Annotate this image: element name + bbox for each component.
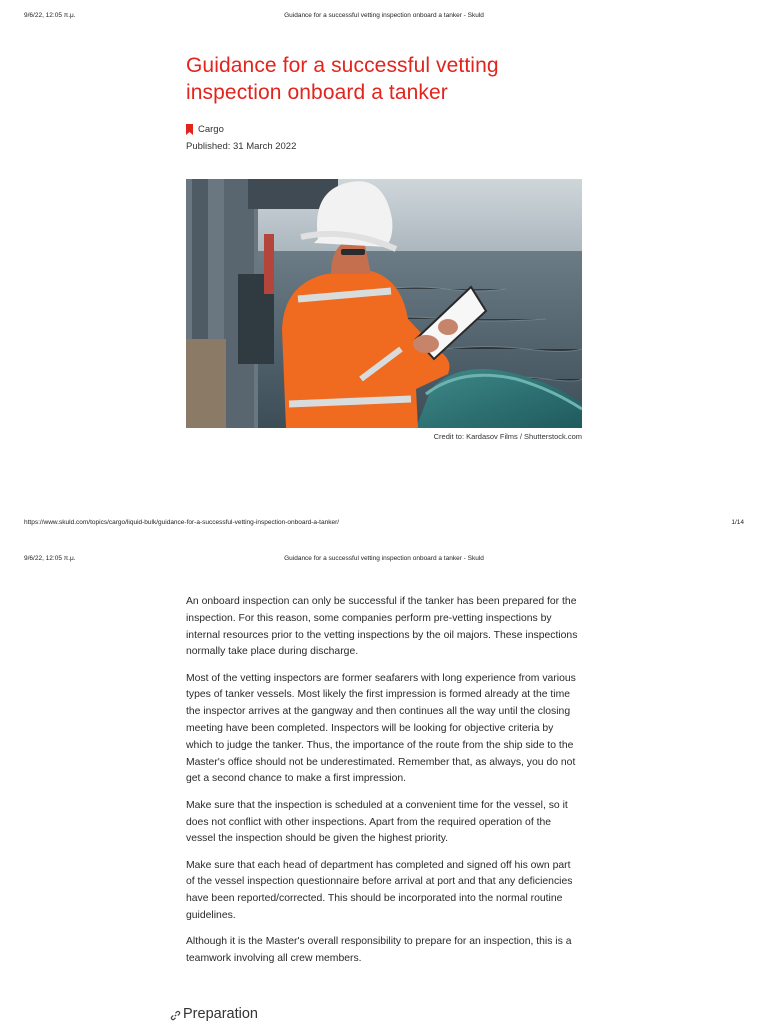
section-heading-preparation[interactable] [170, 1006, 258, 1022]
body-paragraph: An onboard inspection can only be successful if the tanker has been prepared for the inspection. For this reason, some companies perform pre-vetting inspections by internal resources prior to the vetting inspections by the oil majors. These inspections normally take place during discharge. [186, 596, 578, 658]
print-date: 9/6/22, 12:05 π.μ. [24, 555, 76, 562]
category-label: Cargo [198, 123, 224, 135]
print-footer-page1 [0, 519, 768, 533]
published-date: Published: 31 March 2022 [186, 141, 297, 152]
print-url: https://www.skuld.com/topics/cargo/liquid-bulk/guidance-for-a-successful-vetting-inspection-onboard-a-tanker/ [24, 519, 340, 526]
body-paragraph: Make sure that each head of department has completed and signed off his own part of the vessel inspection questionnaire before arrival at port and that any deficiencies have been reported/corrected. This should be incorporated into the normal routine guidelines. [186, 859, 573, 922]
body-paragraph: Make sure that the inspection is scheduled at a convenient time for the vessel, so it does not conflict with other inspections. Apart from the required operation of the vessel the inspection should be given the highest priority. [186, 799, 568, 845]
print-page-title: Guidance for a successful vetting inspection onboard a tanker - Skuld [284, 555, 484, 562]
bookmark-icon [186, 124, 193, 135]
article-title: Guidance for a successful vetting inspection onboard a tanker [186, 54, 499, 104]
body-paragraph: Although it is the Master's overall responsibility to prepare for an inspection, this is a teamwork involving all crew members. [186, 936, 572, 965]
body-paragraph: Most of the vetting inspectors are former seafarers with long experience from various types of tanker vessels. Most likely the first impression is formed already at the time the inspector arrives at the gangway and then continues all the way until the closing meeting have been completed. Inspectors will be looking for objective criteria by which to judge the tanker. Thus, the importance of the route from the ship side to the Master's office should not be underestimated. Remember that, as always, you do not get a second chance to make a first impression. [186, 672, 576, 785]
article-category[interactable] [186, 123, 224, 135]
print-header-page2 [0, 555, 768, 569]
section-heading-label: Preparation [183, 1006, 258, 1022]
print-header-page1 [0, 12, 768, 26]
image-credit: Credit to: Kardasov Films / Shutterstock.com [433, 432, 582, 441]
print-date: 9/6/22, 12:05 π.μ. [24, 12, 76, 19]
hero-image [186, 179, 582, 428]
article-body [186, 594, 582, 977]
print-page-title: Guidance for a successful vetting inspection onboard a tanker - Skuld [284, 12, 484, 19]
link-icon[interactable] [170, 1009, 181, 1020]
print-page-number: 1/14 [731, 519, 744, 526]
